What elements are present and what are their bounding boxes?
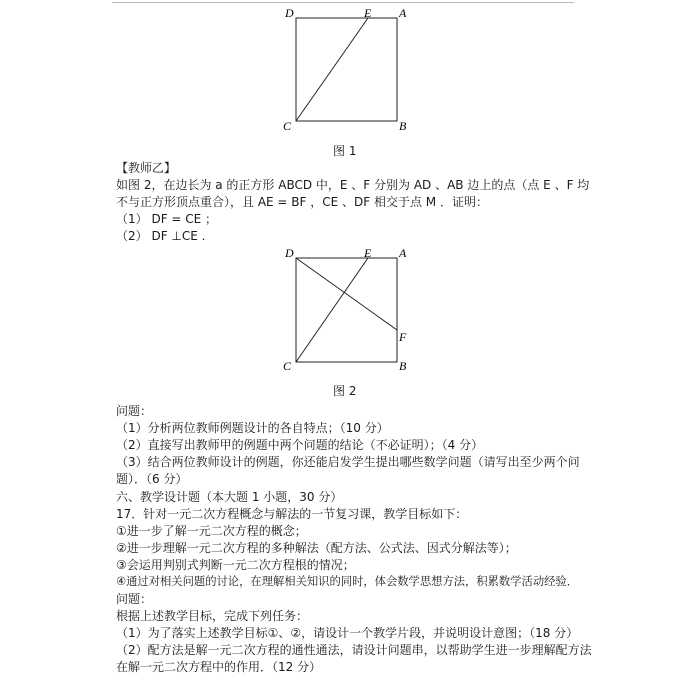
label-a: A [399, 6, 407, 20]
teacher-b-q1: （1） DF = CE ； [116, 212, 218, 226]
teacher-b-q2: （2） DF ⊥CE . [116, 229, 206, 243]
label-c-2: C [283, 359, 292, 372]
problem-title: 问题： [116, 592, 153, 606]
goal-1: ①进一步了解一元二次方程的概念； [116, 524, 307, 538]
square-abcd [296, 18, 397, 121]
teacher-b-intro-1: 如图 2，在边长为 a 的正方形 ABCD 中，E 、F 分别为 AD 、AB 边上的点（点 E 、F 均 [116, 178, 590, 192]
task-1: （1）为了落实上述教学目标①、②，请设计一个教学片段，并说明设计意图；（18 分） [116, 626, 579, 640]
goal-2: ②进一步理解一元二次方程的多种解法（配方法、公式法、因式分解法等）； [116, 541, 517, 555]
section-6-title: 六、教学设计题（本大题 1 小题，30 分） [116, 490, 343, 504]
label-d-2: D [285, 246, 294, 260]
questions-title: 问题： [116, 404, 153, 418]
label-c: C [283, 119, 292, 132]
task-2-line-1: （2）配方法是解一元二次方程的通性通法，请设计问题串，以帮助学生进一步理解配方法 [116, 643, 592, 657]
question-2: （2）直接写出教师甲的例题中两个问题的结论（不必证明）；（4 分） [116, 438, 484, 452]
segment-ce-2 [296, 258, 368, 362]
teacher-b-heading: 【教师乙】 [116, 161, 177, 175]
question-1: （1）分析两位教师例题设计的各自特点；（10 分） [116, 421, 389, 435]
segment-ce [296, 18, 368, 121]
question-3-line-2: 题）．（6 分） [116, 472, 188, 486]
task-intro: 根据上述教学目标，完成下列任务： [116, 609, 309, 623]
goal-4: ④通过对相关问题的讨论，在理解相关知识的同时，体会数学思想方法，积累数学活动经验． [116, 575, 579, 588]
label-a-2: A [399, 246, 407, 260]
label-b: B [399, 119, 407, 132]
question-17: 17．针对一元二次方程概念与解法的一节复习课，教学目标如下： [116, 507, 468, 521]
label-b-2: B [399, 359, 407, 372]
question-3-line-1: （3）结合两位教师设计的例题，你还能启发学生提出哪些数学问题（请写出至少两个问 [116, 455, 580, 469]
label-f: F [399, 330, 407, 344]
teacher-b-intro-2: 不与正方形顶点重合），且 AE = BF ，CE 、DF 相交于点 M ．证明： [116, 195, 488, 209]
figure-1 [280, 4, 410, 132]
figure-2-caption: 图 2 [333, 384, 357, 398]
top-rule [112, 2, 574, 3]
task-2-line-2: 在解一元二次方程中的作用．（12 分） [116, 660, 322, 674]
label-e: E [364, 6, 372, 20]
label-d: D [285, 6, 294, 20]
segment-df [296, 258, 397, 330]
figure-1-caption: 图 1 [333, 144, 357, 158]
label-e-2: E [364, 246, 372, 260]
figure-2 [280, 244, 410, 372]
square-abcd-2 [296, 258, 397, 362]
goal-3: ③会运用判别式判断一元二次方程根的情况； [116, 558, 355, 572]
